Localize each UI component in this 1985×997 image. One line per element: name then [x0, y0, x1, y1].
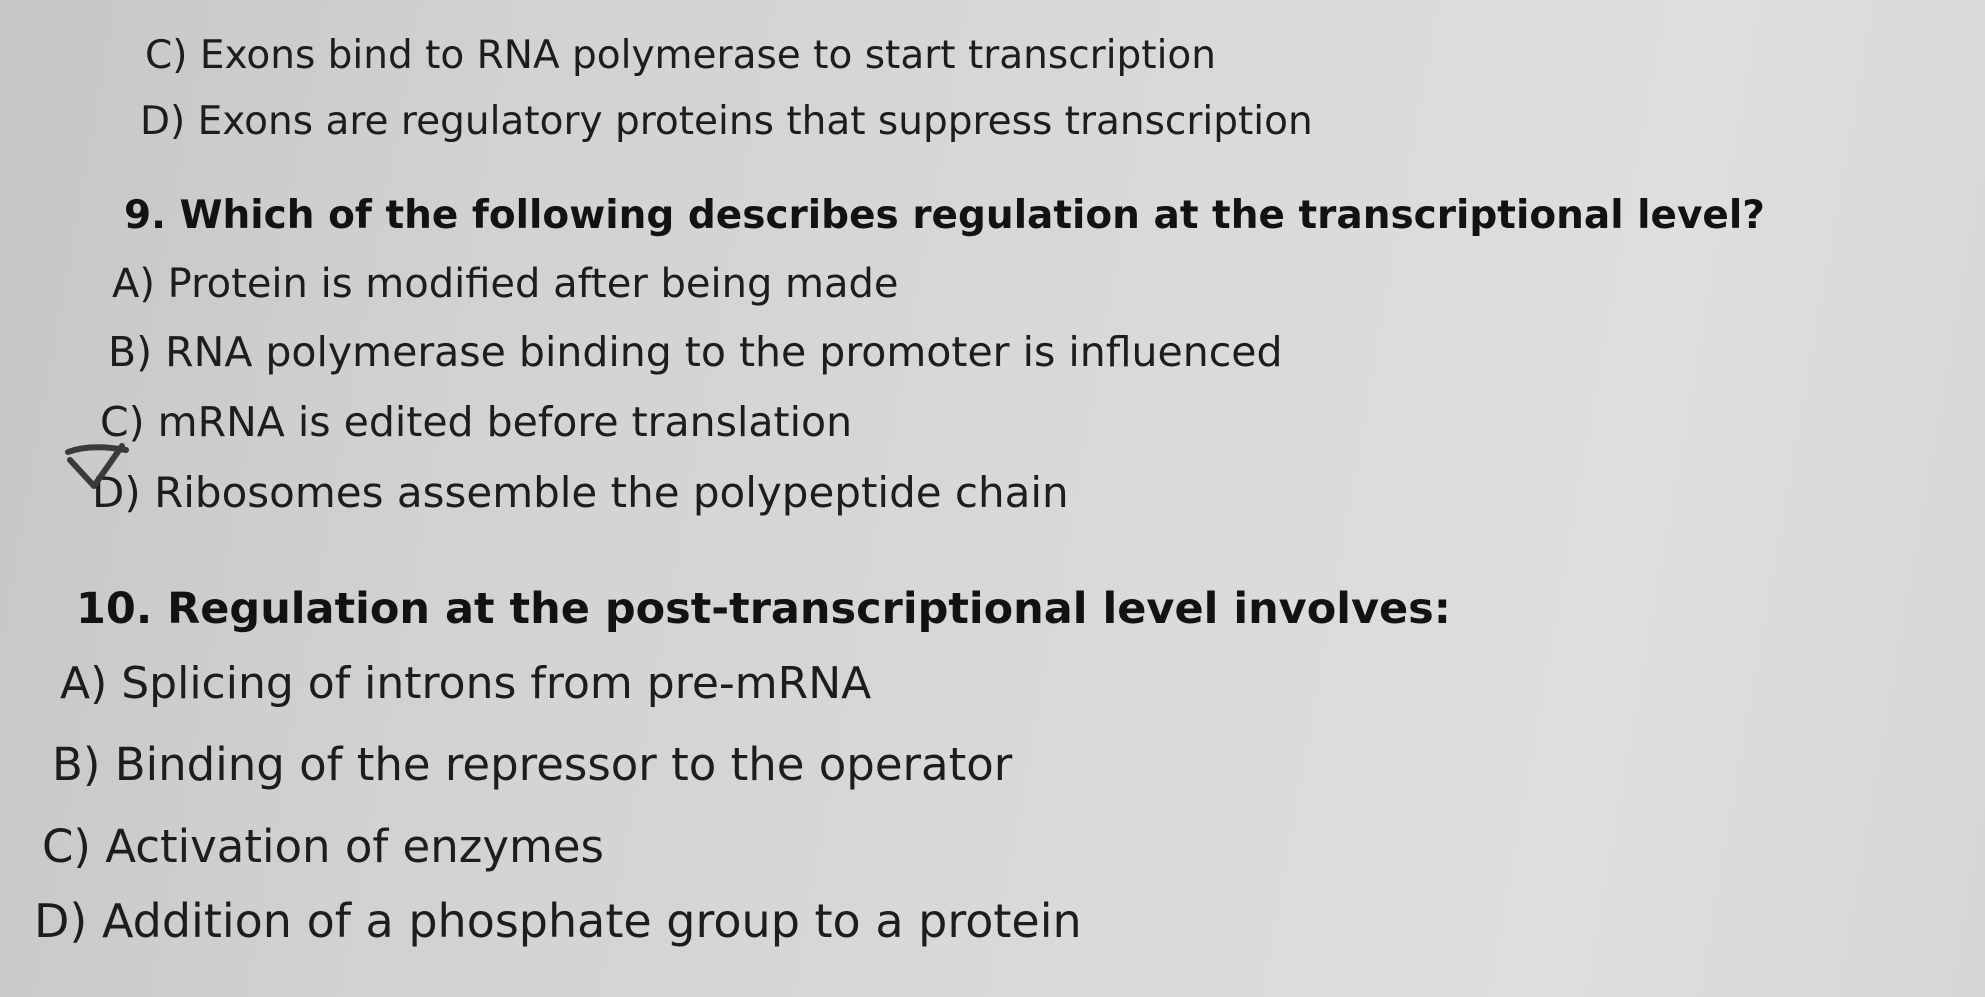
question-10-option-d: D) Addition of a phosphate group to a protein	[34, 894, 1082, 948]
question-10-option-c: C) Activation of enzymes	[42, 820, 604, 873]
prev-option-c: C) Exons bind to RNA polymerase to start transcription	[145, 33, 1216, 78]
question-10-option-b: B) Binding of the repressor to the operator	[52, 738, 1013, 791]
question-9-option-b: B) RNA polymerase binding to the promoter is influenced	[108, 328, 1283, 376]
question-9-option-d: D) Ribosomes assemble the polypeptide chain	[92, 468, 1069, 517]
question-9-option-a: A) Protein is modified after being made	[112, 261, 899, 307]
question-9-text: 9. Which of the following describes regulation at the transcriptional level?	[124, 193, 1765, 238]
prev-option-d: D) Exons are regulatory proteins that suppress transcription	[140, 99, 1313, 144]
question-10-text: 10. Regulation at the post-transcriptional level involves:	[76, 584, 1451, 634]
question-10-option-a: A) Splicing of introns from pre-mRNA	[60, 658, 872, 709]
pencil-check-mark	[64, 440, 144, 492]
question-9-option-c: C) mRNA is edited before translation	[100, 398, 853, 446]
